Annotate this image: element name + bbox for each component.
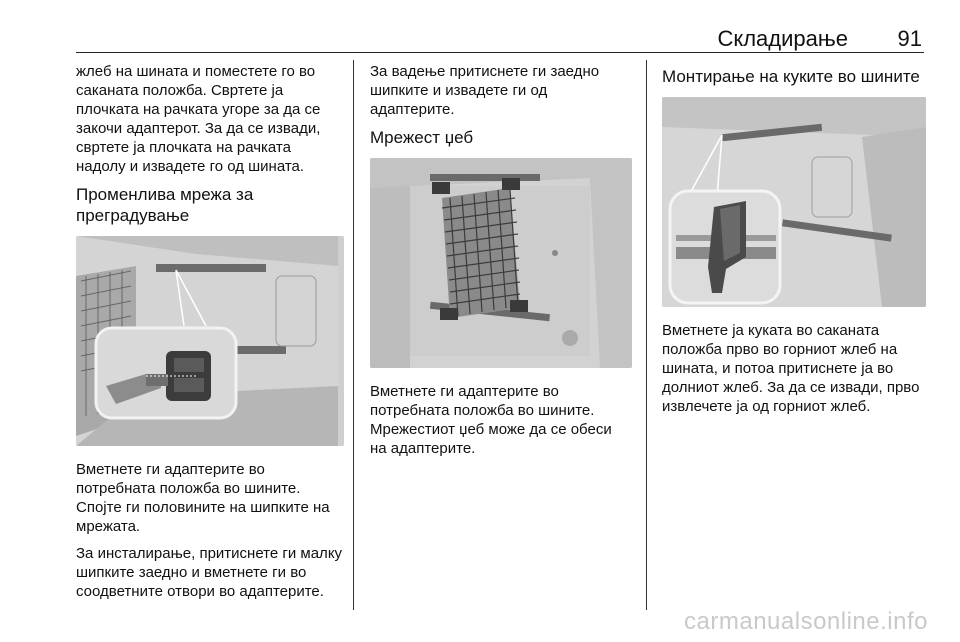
column3-para1: Вметнете ја куката во саканата положба прво во горниот жлеб на шината, и потоа притиснете ја во долниот жлеб. За да се извади, прво извлечете ја од горниот жлеб. <box>662 322 920 415</box>
section-heading-hook-mount: Монтирање на куките во шините <box>662 67 920 86</box>
partition-net-figure <box>76 236 344 446</box>
page-header-title: Складирање <box>717 26 848 51</box>
watermark-text: carmanualsonline.info <box>684 608 928 635</box>
section-heading-partition-net: Променлива мрежа за преградување <box>76 185 254 225</box>
hook-rail-figure <box>662 97 926 307</box>
column1-intro: жлеб на шината и поместете го во саканата положба. Свртете ја плочката на рачката угоре за да се закочи адаптерот. За да се извади, свртете ја плочката на рачката надолу и извадете го од шината. <box>76 63 321 175</box>
column-1 <box>76 62 344 609</box>
column2-intro: За вадење притиснете ги заедно шипките и извадете ги од адаптерите. <box>370 63 600 118</box>
hook-rail-mount-illustration <box>662 97 926 307</box>
column-2 <box>370 62 632 466</box>
mesh-pocket-figure <box>370 158 632 368</box>
column-3 <box>662 62 926 424</box>
header-rule <box>76 52 924 53</box>
column2-para1: Вметнете ги адаптерите во потребната положба во шините. Мрежестиот џеб може да се обеси на адаптерите. <box>370 383 612 457</box>
column-divider-2 <box>646 60 647 610</box>
partition-net-adapter-illustration <box>76 236 338 446</box>
column-divider-1 <box>353 60 354 610</box>
mesh-pocket-illustration <box>370 158 632 368</box>
column1-para1: Вметнете ги адаптерите во потребната положба во шините. Спојте ги половините на шипките на мрежата. <box>76 461 330 535</box>
column1-para2: За инсталирање, притиснете ги малку шипките заедно и вметнете ги во соодветните отвори во адаптерите. <box>76 545 343 600</box>
section-heading-mesh-pocket: Мрежест џеб <box>370 128 474 147</box>
page-number: 91 <box>897 26 922 51</box>
